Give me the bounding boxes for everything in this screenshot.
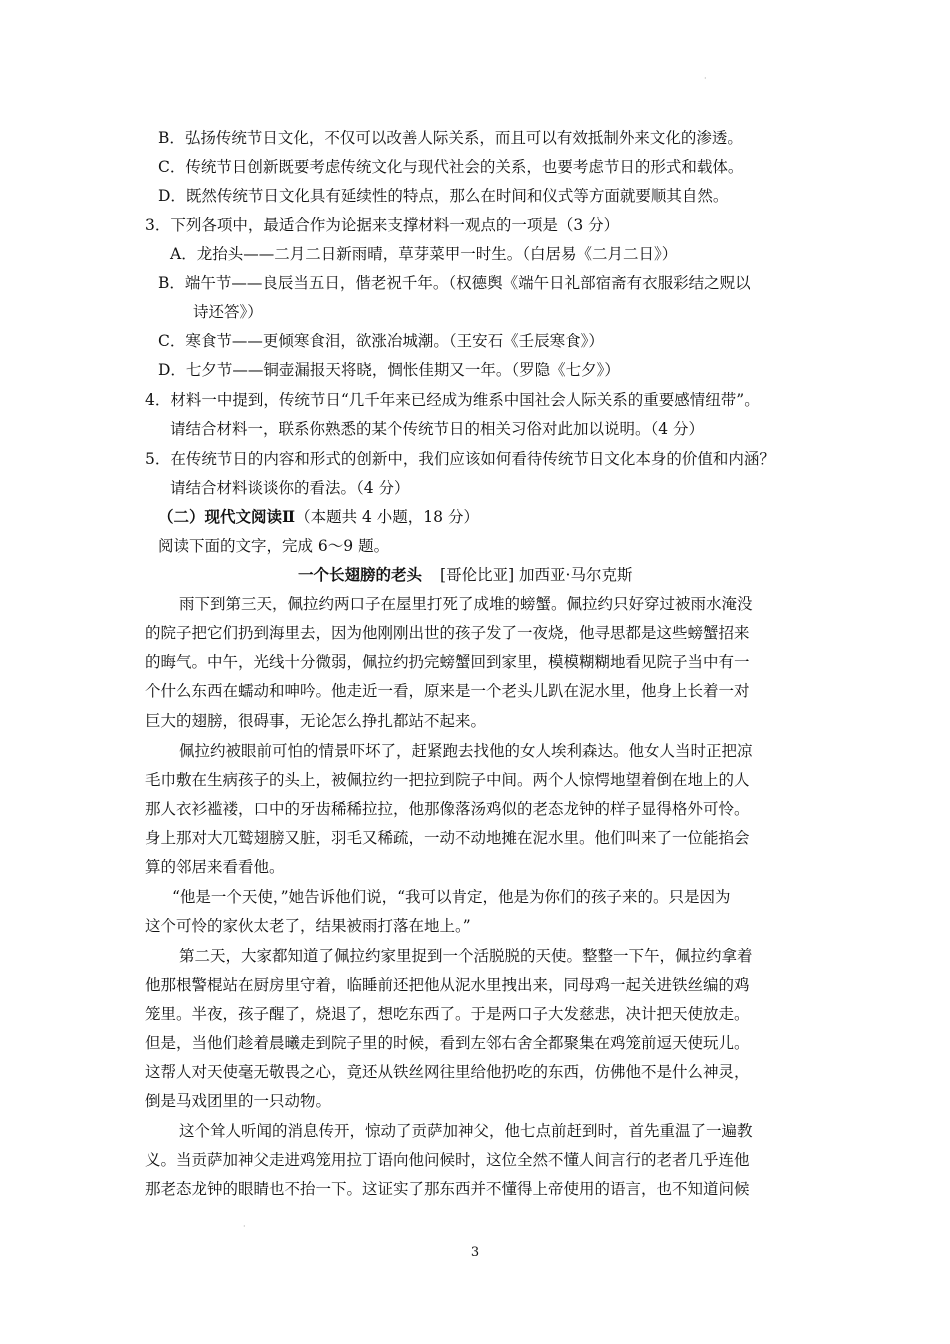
q3-option-a: A．龙抬头——二月二日新雨晴，草芽菜甲一时生。（白居易《二月二日》） [170,245,678,263]
page-number: 3 [470,1245,480,1260]
story-line: 这个可怜的家伙太老了，结果被雨打落在地上。” [145,917,471,935]
story-line: “他是一个天使，”她告诉他们说，“我可以肯定，他是为你们的孩子来的。只是因为 [172,888,731,906]
scan-mark: · [704,74,707,83]
story-line: 那人衣衫褴褛，口中的牙齿稀稀拉拉，他那像落汤鸡似的老态龙钟的样子显得格外可怜。 [145,800,750,818]
story-line: 但是，当他们趁着晨曦走到院子里的时候，看到左邻右舍全都聚集在鸡笼前逗天使玩儿。 [145,1034,750,1052]
section-heading [158,507,479,527]
q3-option-b-cont: 诗还答》） [193,303,263,321]
story-line: 这个耸人听闻的消息传开，惊动了贡萨加神父，他七点前赶到时，首先重温了一遍教 [179,1122,753,1140]
story-line: 算的邻居来看看他。 [145,858,285,876]
scan-mark: · [243,1222,246,1231]
story-line: 这帮人对天使毫无敬畏之心，竟还从铁丝网往里给他扔吃的东西，仿佛他不是什么神灵， [145,1063,750,1081]
story-author: [哥伦比亚] 加西亚·马尔克斯 [440,566,633,584]
story-line: 义。当贡萨加神父走进鸡笼用拉丁语向他问候时，这位全然不懂人间言行的老者几乎连他 [145,1151,750,1169]
story-line: 倒是马戏团里的一只动物。 [145,1092,332,1110]
story-line: 巨大的翅膀，很碍事，无论怎么挣扎都站不起来。 [145,712,487,730]
story-line: 他那根警棍站在厨房里守着，临睡前还把他从泥水里拽出来，同母鸡一起关进铁丝编的鸡 [145,976,750,994]
story-line: 第二天，大家都知道了佩拉约家里捉到一个活脱脱的天使。整整一下午，佩拉约拿着 [179,947,753,965]
q5-line-1: 5．在传统节日的内容和形式的创新中，我们应该如何看待传统节日文化本身的价值和内涵？ [145,450,775,468]
q3-stem: 3．下列各项中，最适合作为论据来支撑材料一观点的一项是（3 分） [145,216,620,234]
story-line: 佩拉约被眼前可怕的情景吓坏了，赶紧跑去找他的女人埃利森达。他女人当时正把凉 [179,742,753,760]
q4-line-1: 4．材料一中提到，传统节日“几千年来已经成为维系中国社会人际关系的重要感情纽带”。 [145,391,760,409]
section-heading-label: （二）现代文阅读Ⅱ [158,507,296,526]
story-title: 一个长翅膀的老头 [298,565,423,584]
story-line: 毛巾敷在生病孩子的头上，被佩拉约一把拉到院子中间。两个人惊愕地望着倒在地上的人 [145,771,750,789]
q3-option-d: D．七夕节——铜壶漏报天将晓，惆怅佳期又一年。（罗隐《七夕》） [158,361,620,379]
q2-option-d: D．既然传统节日文化具有延续性的特点，那么在时间和仪式等方面就要顺其自然。 [158,187,729,205]
section-heading-note: （本题共 4 小题，18 分） [295,508,479,526]
story-line: 个什么东西在蠕动和呻吟。他走近一看，原来是一个老头儿趴在泥水里，他身上长着一对 [145,682,750,700]
q2-option-b: B．弘扬传统节日文化，不仅可以改善人际关系，而且可以有效抵制外来文化的渗透。 [158,129,743,147]
q3-option-b: B．端午节——良辰当五日，偕老祝千年。（权德舆《端午日礼部宿斋有衣服彩结之贶以 [158,274,751,292]
q3-option-c: C．寒食节——更倾寒食泪，欲涨冶城潮。（王安石《壬辰寒食》） [158,332,604,350]
q5-line-2: 请结合材料谈谈你的看法。（4 分） [170,479,410,497]
story-line: 身上那对大兀鹫翅膀又脏，羽毛又稀疏，一动不动地摊在泥水里。他们叫来了一位能掐会 [145,829,750,847]
section-instruction: 阅读下面的文字，完成 6～9 题。 [158,537,390,555]
story-line: 笼里。半夜，孩子醒了，烧退了，想吃东西了。于是两口子大发慈悲，决计把天使放走。 [145,1005,750,1023]
story-line: 雨下到第三天，佩拉约两口子在屋里打死了成堆的螃蟹。佩拉约只好穿过被雨水淹没 [179,595,753,613]
story-line: 的院子把它们扔到海里去，因为他刚刚出世的孩子发了一夜烧，他寻思都是这些螃蟹招来 [145,624,750,642]
story-line: 那老态龙钟的眼睛也不抬一下。这证实了那东西并不懂得上帝使用的语言，也不知道问候 [145,1180,750,1198]
q4-line-2: 请结合材料一，联系你熟悉的某个传统节日的相关习俗对此加以说明。（4 分） [170,420,705,438]
story-line: 的晦气。中午，光线十分微弱，佩拉约扔完螃蟹回到家里，模模糊糊地看见院子当中有一 [145,653,750,671]
q2-option-c: C．传统节日创新既要考虑传统文化与现代社会的关系，也要考虑节日的形式和载体。 [158,158,744,176]
story-title-line [298,565,632,585]
